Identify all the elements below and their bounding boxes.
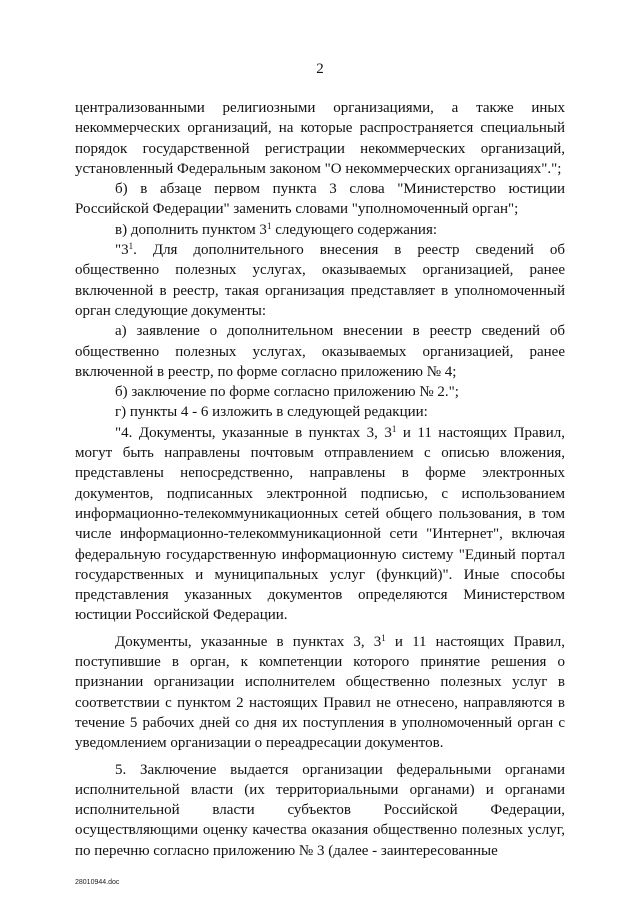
- paragraph: централизованными религиозными организациями, а также иных некоммерческих организаций, на которые распространяется специальный порядок государственной регистрации некоммерческих организаций, установленный Федеральным законом "О некоммерческих организациях".";: [75, 100, 565, 177]
- superscript: 1: [128, 241, 134, 252]
- paragraph: 5. Заключение выдается организации федеральными органами исполнительной власти (их территориальными органами) и органами исполнительной власти субъектов Российской Федерации, осуществляющими оценку качества оказания общественно полезных услуг, по перечню согласно приложению № 3 (далее - заинтересованные: [75, 761, 565, 859]
- superscript: 1: [391, 423, 397, 434]
- paragraph: а) заявление о дополнительном внесении в реестр сведений об общественно полезных услугах, оказываемых организацией, ранее включенной в реестр, по форме согласно приложению № 4;: [75, 323, 565, 380]
- page-number: 2: [316, 61, 324, 77]
- paragraph: в) дополнить пунктом $3^1$ следующего содержания:: [115, 220, 438, 238]
- document-body: [75, 98, 565, 861]
- paragraph: Документы, указанные в пунктах 3, $3^1$ и 11 настоящих Правил, поступившие в орган, к компетенции которого принятие решения о признании организации исполнителем общественно полезных услуг в соответствии с пунктом 2 настоящих Правил не отнесено, направляются в течение 5 рабочих дней со дня их поступления в уполномоченный орган с уведомлением организации о переадресации документов.: [75, 632, 565, 752]
- paragraph: г) пункты 4 - 6 изложить в следующей редакции:: [115, 404, 428, 421]
- paragraph: б) в абзаце первом пункта 3 слова "Министерство юстиции Российской Федерации" заменить словами "уполномоченный орган";: [75, 181, 565, 218]
- superscript: 1: [266, 220, 272, 231]
- paragraph: б) заключение по форме согласно приложению № 2.";: [115, 384, 459, 401]
- paragraph: "4. Документы, указанные в пунктах 3, $3^1$ и 11 настоящих Правил, могут быть направлены почтовым отправлением с описью вложения, представлены непосредственно, направлены в форме электронных документов, подписанных электронной подписью, с использованием информационно-телекоммуникационных сетей общего пользования, в том числе информационно-телекоммуникационной сети "Интернет", включая федеральную государственную информационную систему "Единый портал государственных и муниципальных услуг (функций)". Иные способы представления указанных документов определяются Министерством юстиции Российской Федерации.: [75, 423, 566, 624]
- paragraph: "$3^1$. Для дополнительного внесения в реестр сведений об общественно полезных услугах, оказываемых организацией, ранее включенной в реестр, такая организация представляет в уполномоченный орган следующие документы:: [75, 241, 565, 319]
- superscript: 1: [381, 632, 386, 643]
- footer-filename: 28010944.doc: [75, 879, 120, 886]
